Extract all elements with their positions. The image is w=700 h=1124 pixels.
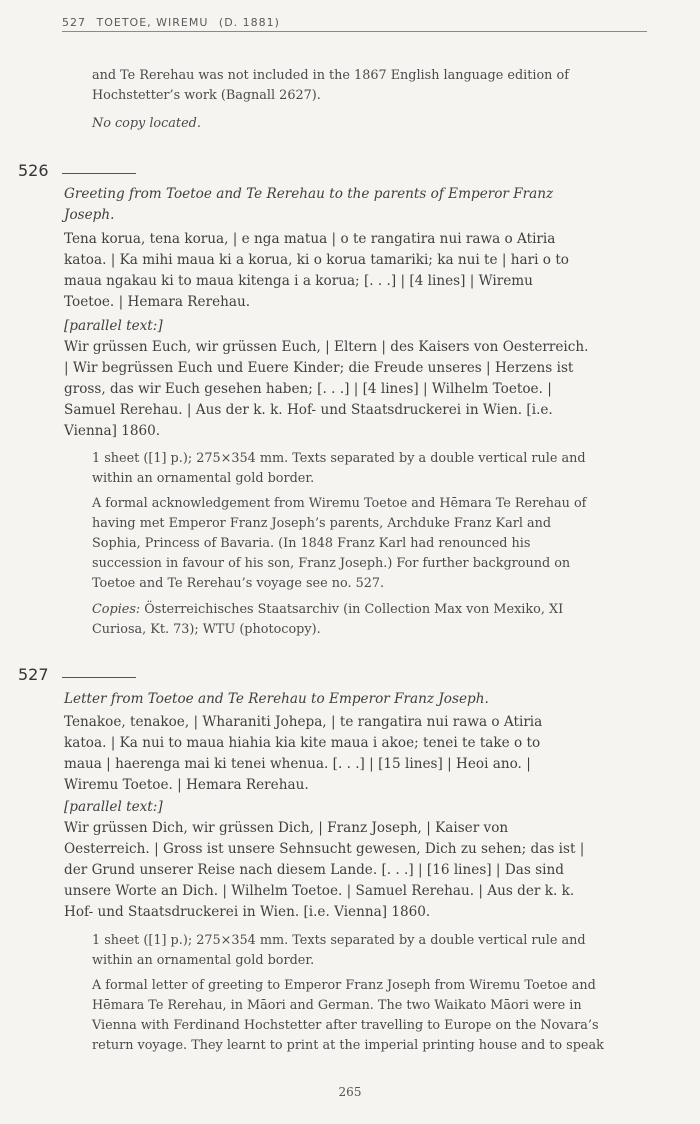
- physical-line: 1 sheet ([1] p.); 275×354 mm. Texts separated by a double vertical rule and: [92, 451, 586, 466]
- header-title: TOETOE, WIREMU: [96, 16, 209, 29]
- note-line: A formal letter of greeting to Emperor Franz Joseph from Wiremu Toetoe and: [92, 978, 596, 993]
- german-line: der Grund unserer Reise nach diesem Lande. [. . .] | [16 lines] | Das sind: [64, 862, 564, 878]
- note-line: A formal acknowledgement from Wiremu Toetoe and Hēmara Te Rerehau of: [92, 496, 587, 511]
- german-text: [64, 337, 649, 442]
- copies-line: Österreichisches Staatsarchiv (in Collection Max von Mexiko, XI: [140, 602, 564, 617]
- maori-line: Toetoe. | Hemara Rerehau.: [64, 294, 251, 310]
- copies-line: Curiosa, Kt. 73); WTU (photocopy).: [92, 622, 321, 637]
- german-line: gross, das wir Euch gesehen haben; [. . .] | [4 lines] | Wilhelm Toetoe. |: [64, 381, 552, 397]
- entry-rule: [62, 677, 136, 678]
- physical-line: within an ornamental gold border.: [92, 953, 315, 968]
- note-line: Hēmara Te Rerehau, in Māori and German. The two Waikato Māori were in: [92, 998, 582, 1013]
- german-line: Hof- und Staatsdruckerei in Wien. [i.e. Vienna] 1860.: [64, 904, 431, 920]
- copies-label: Copies:: [92, 602, 141, 617]
- german-text: [64, 818, 649, 923]
- title-line: Letter from Toetoe and Te Rerehau to Emperor Franz Joseph.: [64, 691, 489, 707]
- entry-title: [64, 184, 649, 226]
- maori-line: Wiremu Toetoe. | Hemara Rerehau.: [64, 777, 309, 793]
- physical-line: 1 sheet ([1] p.); 275×354 mm. Texts separated by a double vertical rule and: [92, 933, 586, 948]
- title-line: Greeting from Toetoe and Te Rerehau to the parents of Emperor Franz: [64, 186, 554, 202]
- entry-number: 527: [18, 665, 49, 684]
- intro-paragraph: [92, 66, 649, 106]
- entry-number: 526: [18, 161, 49, 180]
- maori-line: Tenakoe, tenakoe, | Wharaniti Johepa, | te rangatira nui rawa o Atiria: [64, 714, 543, 730]
- german-line: Samuel Rerehau. | Aus der k. k. Hof- und Staatsdruckerei in Wien. [i.e.: [64, 402, 553, 418]
- maori-line: katoa. | Ka nui to maua hiahia kia kite maua i akoe; tenei te take o to: [64, 735, 541, 751]
- parallel-label: [parallel text:]: [64, 318, 163, 334]
- german-line: Oesterreich. | Gross ist unsere Sehnsucht gewesen, Dich zu sehen; das ist |: [64, 841, 585, 857]
- note-line: Sophia, Princess of Bavaria. (In 1848 Franz Karl had renounced his: [92, 536, 531, 551]
- note-line: Vienna with Ferdinand Hochstetter after travelling to Europe on the Novara’s: [92, 1018, 599, 1033]
- maori-line: maua ngakau ki to maua kitenga i a korua; [. . .] | [4 lines] | Wiremu: [64, 273, 533, 289]
- entry-note: [92, 494, 649, 594]
- german-line: Vienna] 1860.: [64, 423, 161, 439]
- header-dates: (D. 1881): [218, 16, 280, 29]
- header-number: 527: [62, 16, 86, 29]
- intro-line: and Te Rerehau was not included in the 1867 English language edition of: [92, 68, 569, 83]
- german-line: Wir grüssen Euch, wir grüssen Euch, | Eltern | des Kaisers von Oesterreich.: [64, 339, 589, 355]
- parallel-label: [parallel text:]: [64, 799, 163, 815]
- title-line: Joseph.: [64, 207, 115, 223]
- physical-description: [92, 449, 649, 489]
- maori-line: Tena korua, tena korua, | e nga matua | o te rangatira nui rawa o Atiria: [64, 231, 556, 247]
- physical-line: within an ornamental gold border.: [92, 471, 315, 486]
- maori-line: katoa. | Ka mihi maua ki a korua, ki o korua tamariki; ka nui te | hari o to: [64, 252, 569, 268]
- maori-text: [64, 229, 649, 313]
- entry-title: [64, 689, 649, 710]
- german-line: Wir grüssen Dich, wir grüssen Dich, | Franz Joseph, | Kaiser von: [64, 820, 509, 836]
- intro-line: Hochstetter’s work (Bagnall 2627).: [92, 88, 321, 103]
- copies: [92, 600, 649, 640]
- note-line: having met Emperor Franz Joseph’s parents, Archduke Franz Karl and: [92, 516, 552, 531]
- maori-line: maua | haerenga mai ki tenei whenua. [. . .] | [15 lines] | Heoi ano. |: [64, 756, 531, 772]
- page-number: 265: [338, 1085, 362, 1099]
- maori-text: [64, 712, 649, 796]
- intro-note: No copy located.: [92, 116, 201, 131]
- entry-rule: [62, 173, 136, 174]
- physical-description: [92, 931, 649, 971]
- german-line: | Wir begrüssen Euch und Euere Kinder; die Freude unseres | Herzens ist: [64, 360, 574, 376]
- note-line: Toetoe and Te Rerehau’s voyage see no. 527.: [92, 576, 385, 591]
- entry-note: [92, 976, 649, 1056]
- note-line: return voyage. They learnt to print at the imperial printing house and to speak: [92, 1038, 604, 1053]
- german-line: unsere Worte an Dich. | Wilhelm Toetoe. | Samuel Rerehau. | Aus der k. k.: [64, 883, 575, 899]
- running-header: [62, 16, 647, 32]
- note-line: succession in favour of his son, Franz Joseph.) For further background on: [92, 556, 571, 571]
